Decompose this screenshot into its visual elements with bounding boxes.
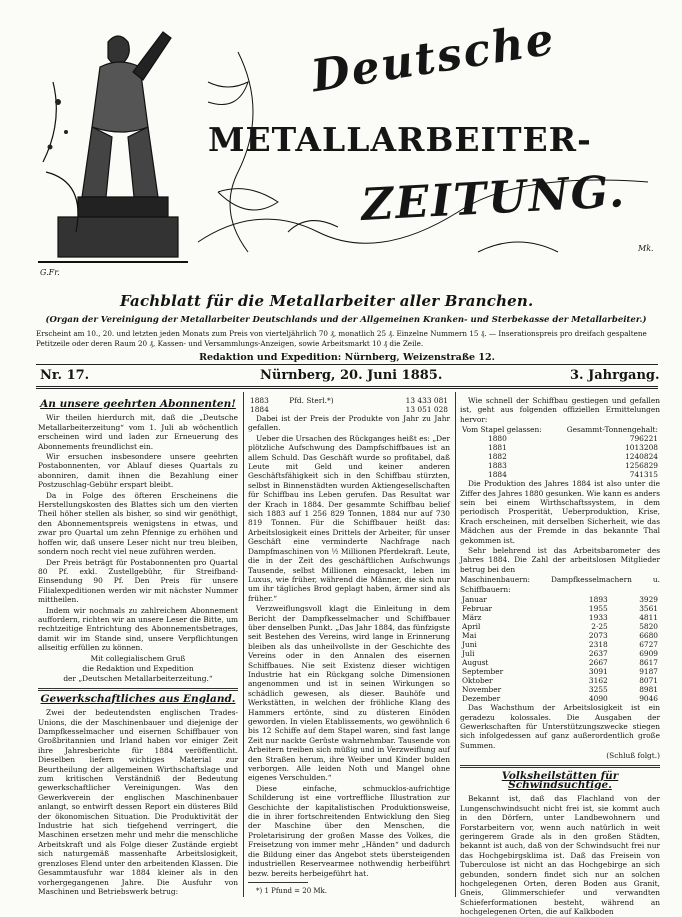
- greeting: Mit collegialischem Gruß: [90, 653, 186, 663]
- title-deutsche: Deutsche: [308, 13, 559, 103]
- table-row: April 2·25 5820: [462, 622, 658, 632]
- table-row: 1882 1240824: [488, 452, 658, 462]
- paragraph: Die Produktion des Jahres 1884 ist also unter die Ziffer des Jahres 1880 gesunken. Wie kann es anders sein bei einem Wirthschaftssystem, in dem periodisch Prosperität, Ueberproduktion, Krise, Krach erscheinen, mit derselben Sicherheit, wie das Mädchen aus der Fremde in das bekannte Thal gekommen ist.: [460, 479, 660, 545]
- paragraph: Der Preis beträgt für Postabonnenten pro Quartal 80 Pf. exkl. Zustellgebühr, für Streifband-Einsendung 90 Pf. Den Preis für unsere Filialexpeditionen werden wir mit nächster Nummer mittheilen.: [38, 557, 238, 605]
- artist-signature-right: Mk.: [638, 244, 654, 253]
- subtitle: Fachblatt für die Metallarbeiter aller Branchen.: [120, 292, 534, 310]
- table-row: Juni 2318 6727: [462, 640, 658, 650]
- table-row: 1883 Pfd. Sterl.*) 13 433 081: [250, 396, 448, 405]
- unemployment-table: [460, 595, 660, 703]
- masthead: [38, 12, 658, 282]
- column-1: [38, 396, 238, 896]
- table-row: 1884 13 051 028: [250, 405, 448, 414]
- paragraph: Wir theilen hierdurch mit, daß die „Deutsche Metallarbeiterzeitung“ vom 1. Juli ab wöchentlich erscheinen wird und laden zur Erneuerung des Abonnements freundlichst ein.: [38, 413, 238, 451]
- paragraph: Wir ersuchen insbesondere unsere geehrten Postabonnenten, vor Ablauf dieses Quartals zu abonniren, damit ihnen die Bezahlung einer Postzuschlag-Gebühr erspart bleibt.: [38, 452, 238, 490]
- table-row: Januar 1893 3929: [462, 595, 658, 605]
- paragraph: Wie schnell der Schiffbau gestiegen und gefallen ist, geht aus folgenden offiziellen Ermittelungen hervor:: [460, 396, 660, 424]
- issue-number: Nr. 17.: [40, 368, 90, 383]
- title-zeitung: ZEITUNG.: [360, 166, 628, 231]
- divider: [38, 688, 238, 691]
- blacksmith-illustration: [38, 12, 188, 282]
- table-row: November 3255 8981: [462, 685, 658, 695]
- column-3: [460, 396, 660, 917]
- column-rule-2: [455, 392, 456, 897]
- issue-year: 3. Jahrgang.: [570, 368, 660, 383]
- top-rule: [36, 364, 658, 365]
- table-row: Dezember 4090 9046: [462, 694, 658, 704]
- table-row: August 2667 8617: [462, 658, 658, 668]
- paragraph: Diese einfache, schmucklos-aufrichtige Schilderung ist eine vortreffliche Illustration zur Geschichte der kapitalistischen Produktionsweise, die in ihrer fortschreitenden Entwicklung den Sieg der Maschine über den Menschen, die Proletarisirung der großen Masse des Volkes, die Freisetzung von immer mehr „Händen“ und dadurch die Bildung einer das Angebot stets übersteigenden industriellen Reservearmee nothwendig herbeiführt bezw. bereits herbeigeführt hat.: [248, 783, 450, 878]
- table-row: März 1933 4811: [462, 613, 658, 623]
- table-row: 1880 796221: [488, 434, 658, 444]
- greeting-line-3: der „Deutschen Metallarbeiterzeitung.“: [63, 674, 213, 684]
- heading-volksheilstaetten: Volksheilstätten für Schwindsüchtige.: [501, 769, 619, 791]
- paragraph: Sehr belehrend ist das Arbeitsbarometer des Jahres 1884. Die Zahl der arbeitslosen Mitglieder betrug bei den: [460, 546, 660, 574]
- paragraph: Bekannt ist, daß das Flachland von der Lungenschwindsucht nicht frei ist, sie kommt auch in den Dörfern, unter Landbewohnern und Forstarbeitern vor, wenn auch natürlich in weit geringerem Grade als in den großen Städten, bekannt ist auch, daß von der Schwindsucht frei nur das Hochgebirgsklima ist. Daß das Freisein von Tuberculose ist nicht an das Hochgebirge an sich gebunden, sondern findet sich nur an solchen hochgelegenen Orten, deren Boden aus Granit, Gneis, Glimmerschiefer und verwandten Schieferformationen besteht, während an hochgelegenen Orten, die auf Kalkboden: [460, 794, 660, 917]
- redaktion-line: Redaktion und Expedition: Nürnberg, Weizenstraße 12.: [199, 352, 495, 363]
- table-caption: Maschinenbauern: Dampfkesselmachern u. Schiffbauern:: [460, 575, 660, 594]
- column-rule-1: [243, 392, 244, 897]
- table-header-row: Vom Stapel gelassen: Gesammt-Tonnengehalt:: [462, 425, 658, 435]
- greeting-line-2: die Redaktion und Expedition: [82, 663, 194, 673]
- issue-date: Nürnberg, 20. Juni 1885.: [260, 368, 443, 383]
- column-2: [248, 396, 450, 896]
- footnote: *) 1 Pfund = 20 Mk.: [256, 886, 328, 895]
- table-row: Oktober 3162 8071: [462, 676, 658, 686]
- artist-signature-left: G.Fr.: [40, 268, 60, 277]
- issue-rule: [36, 386, 658, 389]
- divider: [460, 765, 660, 768]
- pricing-info: Erscheint am 10., 20. und letzten jeden Monats zum Preis von vierteljährlich 70 ₰, monatlich 25 ₰. Einzelne Nummern 15 ₰. — Inserationspreis pro dreifach gespaltene Petitzeile oder deren Raum 20 ₰, Kassen- und Versammlungs-Anzeigen, sowie Arbeitsmarkt 10 ₰ die Zeile.: [36, 329, 647, 348]
- paragraph: Das Wachsthum der Arbeitslosigkeit ist ein geradezu kolossales. Die Ausgaben der Gewerkschaften für Unterstützungszwecke stiegen sich infolgedessen auf ganz außerordentlich große Summen.: [460, 703, 660, 750]
- paragraph: Zwei der bedeutendsten englischen Trades-Unions, die der Maschinenbauer und diejenige der Dampfkesselmacher und eisernen Schiffbauer von Großbritannien und Irland haben vor einiger Zeit ihre Jahresberichte für 1884 veröffentlicht. Dieselben liefern wichtiges Material zur Beurtheilung der allgemeinen Wirthschaftslage und zum kritischen Verständniß der Bedeutung gewerkschaftlicher Vereinigungen. Was den Gewerkverein der englischen Maschinenbauer anlangt, so entwirft dessen Report ein düsteres Bild der ökonomischen Situation. Die Produktivität der Industrie hat sich tiefgehend verringert, die Maschinen ersetzen mehr und mehr die menschliche Arbeitskraft und als Folge dieser Zustände ergiebt sich naturgemäß massenhafte Arbeitslosigkeit, grenzloses Elend unter den arbeitenden Klassen. Die Gesammtausfuhr war 1884 kleiner als in den vorhergegangenen Jahre. Die Ausfuhr von Maschinen und Betriebswerk betrug:: [38, 708, 238, 896]
- tonnage-table: [460, 425, 660, 479]
- paragraph: Ueber die Ursachen des Rückganges heißt es: „Der plötzliche Aufschwung des Dampfschiffbaues ist an allem Schuld. Das Geschäft wurde so profitabel, daß Leute mit Geld und keiner anderen Geschäftsfähigkeit sich in den Schiffbau stürzten, selbst in Binnenstädten wurden Aktiengesellschaften für Schiffbau ins Leben gerufen. Das Resultat war der Krach in 1884. Der gesammte Schiffbau belief sich 1883 auf 1 256 829 Tonnen, 1884 nur auf 730 819 Tonnen. Für die Schiffbauer heißt das: Arbeitslosigkeit eines Drittels der Arbeiter, für unser Geschäft eine verminderte Nachfrage nach Dampfmaschinen von ½ Millionen Pferdekraft. Leute, die in der Zeit des geschäftlichen Aufschwungs Tausende, selbst Millionen eingesackt, leben im Luxus, wie früher, während die Männer, die sich nur um ihr tägliches Brod geplagt haben, ärmer sind als früher.“: [248, 433, 450, 603]
- table-row: Mai 2073 6680: [462, 631, 658, 641]
- heading-england: Gewerkschaftliches aus England.: [40, 692, 236, 705]
- export-table: [248, 396, 450, 414]
- continued-note: (Schluß folgt.): [606, 751, 660, 761]
- paragraph: Indem wir nochmals zu zahlreichem Abonnement auffordern, richten wir an unsere Leser die Bitte, um rechtzeitige Entrichtung des Abonnementsbetrages, damit wir im Stande sind, unsere Verpflichtungen allseitig erfüllen zu können.: [38, 605, 238, 653]
- organ-line: (Organ der Vereinigung der Metallarbeiter Deutschlands und der Allgemeinen Kranken- und Sterbekasse der Metallarbeiter.): [45, 315, 647, 325]
- table-row: 1883 1256829: [488, 461, 658, 471]
- table-row: Juli 2637 6909: [462, 649, 658, 659]
- paragraph: Verzweiflungsvoll klagt die Einleitung in dem Bericht der Dampfkesselmacher und Schiffbauer über denselben Punkt. „Das Jahr 1884, das fünfzigste seit Bestehen des Vereins, wird lange in Erinnerung bleiben als das unheilvollste in der Geschichte des Vereins oder in den Annalen des eisernen Schiffbaues. Nie seit Existenz dieser wichtigen Industrie hat ein Rückgang solche Dimensionen angenommen und ist in seinen Wirkungen so schädlich gewesen, als dieser. Bauhöfe und Werkstätten, in welchen der fröhliche Klang des Hammers ertönte, sind zu düsteren Einöden geworden. In vielen Etablissements, wo gewöhnlich 6 bis 12 Schiffe auf dem Stapel waren, sind fast lange Zeit nur nackte Gerüste wahrnehmbar. Tausende von Arbeitern treiben sich müßig und in Verzweiflung auf den Straßen herum, ihre Weiber und Kinder bulden verborgen. Alle leiden Noth und Mangel ohne eigenes Verschulden.“: [248, 604, 450, 783]
- title-metallarbeiter: METALLARBEITER-: [208, 120, 592, 159]
- footnote-rule: [248, 882, 308, 883]
- table-row: Februar 1955 3561: [462, 604, 658, 614]
- paragraph: Dabei ist der Preis der Produkte von Jahr zu Jahr gefallen.: [248, 414, 450, 433]
- table-row: 1881 1013208: [488, 443, 658, 453]
- paragraph: Da in Folge des öfteren Erscheinens die Herstellungskosten des Blattes sich um den vierten Theil höher stellen als bisher, so sind wir genöthigt, den Abonnementspreis wenigstens in etwas, und zwar pro Quartal um zehn Pfennige zu erhöhen und hoffen wir, daß unsere Leser nicht nur treu bleiben, sondern noch recht viel neue zuführen werden.: [38, 490, 238, 557]
- table-row: 1884 741315: [488, 470, 658, 480]
- heading-abonnenten: An unsere geehrten Abonnenten!: [40, 398, 236, 410]
- table-row: September 3091 9187: [462, 667, 658, 677]
